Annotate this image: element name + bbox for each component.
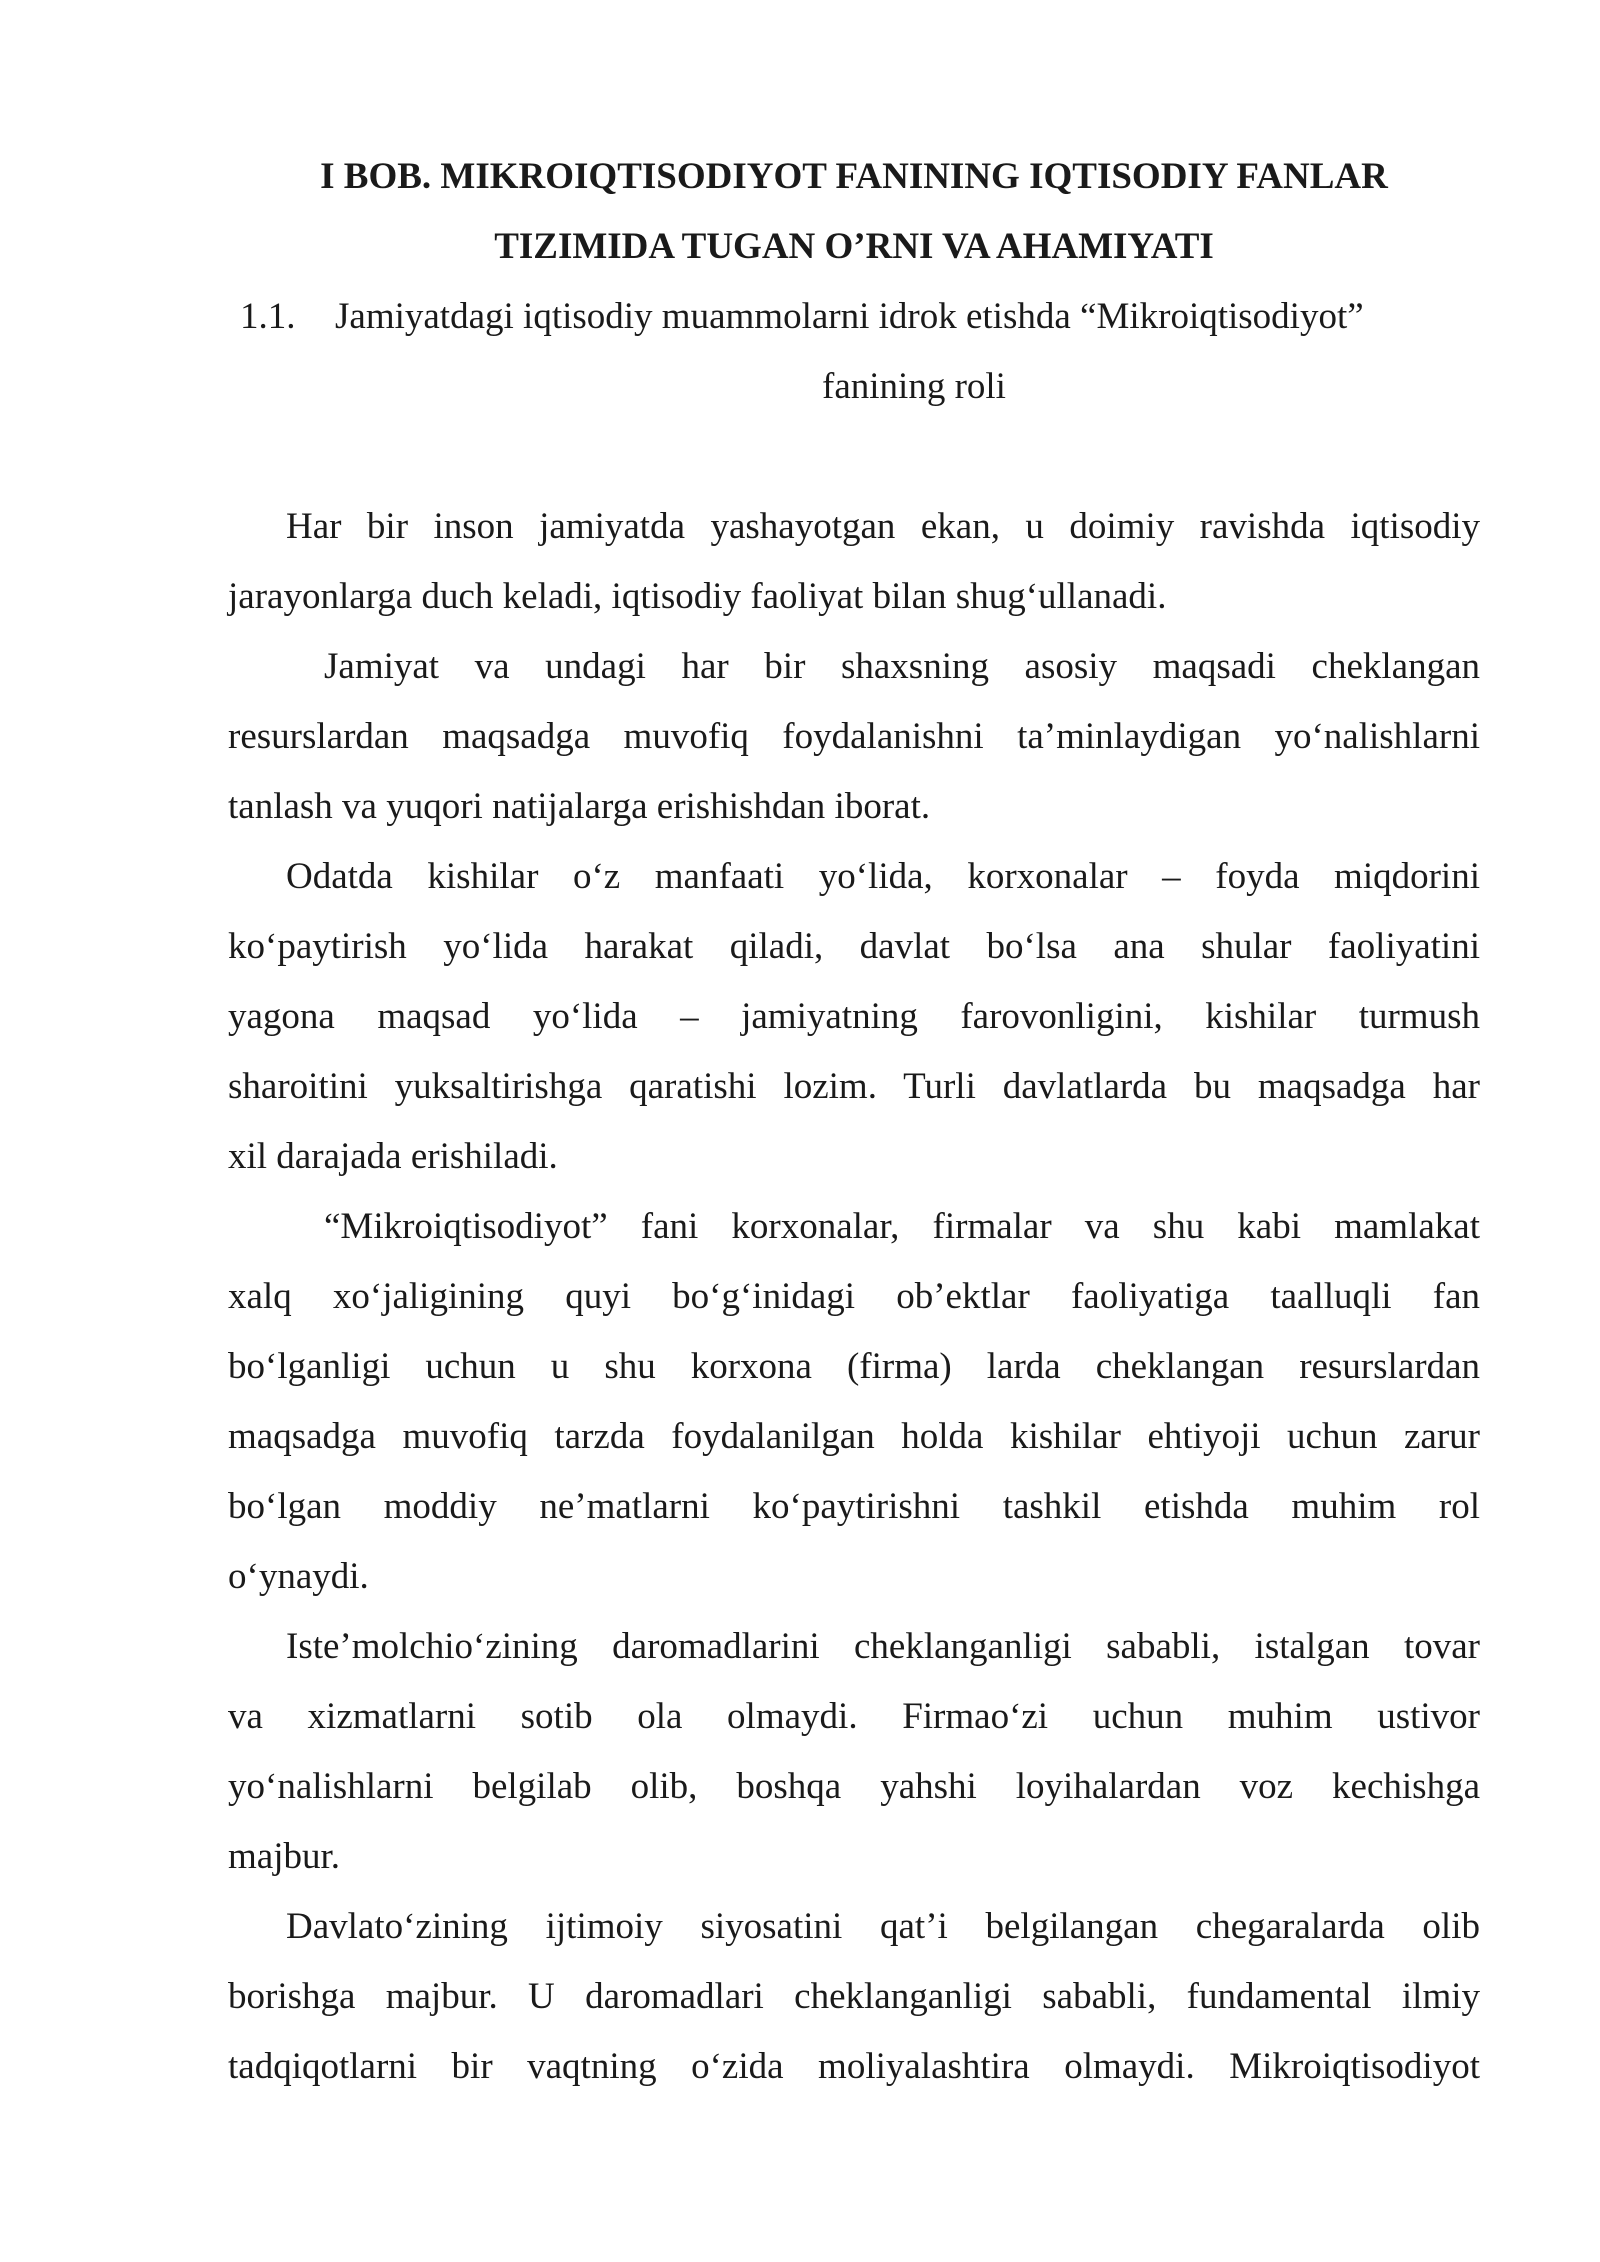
paragraph-line: o‘ynaydi. — [228, 1556, 369, 1597]
paragraph-line: maqsadga muvofiq tarzda foydalanilgan holda kishilar ehtiyoji uchun zarur — [228, 1416, 1480, 1457]
paragraph-line: va xizmatlarni sotib ola olmaydi. Firmao‘zi uchun muhim ustivor — [228, 1696, 1480, 1737]
paragraph-line: Har bir inson jamiyatda yashayotgan ekan, u doimiy ravishda iqtisodiy — [286, 506, 1480, 547]
section-heading — [228, 282, 1480, 422]
paragraph-line: Davlato‘zining ijtimoiy siyosatini qat’i belgilangan chegaralarda olib — [286, 1906, 1480, 1947]
paragraph-line: yagona maqsad yo‘lida – jamiyatning farovonligini, kishilar turmush — [228, 996, 1480, 1037]
paragraph-line: bo‘lgan moddiy ne’matlarni ko‘paytirishni tashkil etishda muhim rol — [228, 1486, 1480, 1527]
body-text — [228, 492, 1480, 2102]
chapter-heading-line-2: TIZIMIDA TUGAN O’RNI VA AHAMIYATI — [494, 226, 1214, 267]
paragraph — [228, 1612, 1480, 1892]
section-title-line-1: Jamiyatdagi iqtisodiy muammolarni idrok etishda “Mikroiqtisodiyot” — [335, 296, 1364, 337]
paragraph-line: yo‘nalishlarni belgilab olib, boshqa yahshi loyihalardan voz kechishga — [228, 1766, 1480, 1807]
paragraph-line: xalq xo‘jaligining quyi bo‘g‘inidagi ob’ektlar faoliyatiga taalluqli fan — [228, 1276, 1480, 1317]
paragraph-line: tanlash va yuqori natijalarga erishishdan iborat. — [228, 786, 931, 827]
paragraph-line: tadqiqotlarni bir vaqtning o‘zida moliyalashtira olmaydi. Mikroiqtisodiyot — [228, 2046, 1480, 2087]
paragraph — [228, 1192, 1480, 1612]
section-number: 1.1. — [240, 296, 296, 337]
paragraph — [228, 492, 1480, 632]
paragraph-line: Jamiyat va undagi har bir shaxsning asosiy maqsadi cheklangan — [324, 646, 1480, 687]
paragraph-line: borishga majbur. U daromadlari cheklanganligi sababli, fundamental ilmiy — [228, 1976, 1480, 2017]
paragraph-line: “Mikroiqtisodiyot” fani korxonalar, firmalar va shu kabi mamlakat — [324, 1206, 1480, 1247]
paragraph-line: Odatda kishilar o‘z manfaati yo‘lida, korxonalar – foyda miqdorini — [286, 856, 1480, 897]
paragraph-line: majbur. — [228, 1836, 341, 1877]
section-title-line-2: fanining roli — [822, 366, 1006, 407]
paragraph-line: sharoitini yuksaltirishga qaratishi lozim. Turli davlatlarda bu maqsadga har — [228, 1066, 1480, 1107]
paragraph-line: xil darajada erishiladi. — [228, 1136, 558, 1177]
paragraph — [228, 632, 1480, 842]
paragraph-line: Iste’molchio‘zining daromadlarini cheklanganligi sababli, istalgan tovar — [286, 1626, 1480, 1667]
paragraph-line: ko‘paytirish yo‘lida harakat qiladi, davlat bo‘lsa ana shular faoliyatini — [228, 926, 1480, 967]
paragraph — [228, 842, 1480, 1192]
chapter-heading-line-1: I BOB. MIKROIQTISODIYOT FANINING IQTISODIY FANLAR — [320, 156, 1388, 197]
paragraph-line: bo‘lganligi uchun u shu korxona (firma) larda cheklangan resurslardan — [228, 1346, 1480, 1387]
paragraph — [228, 1892, 1480, 2102]
chapter-heading — [228, 142, 1480, 282]
paragraph-line: resurslardan maqsadga muvofiq foydalanishni ta’minlaydigan yo‘nalishlarni — [228, 716, 1480, 757]
paragraph-line: jarayonlarga duch keladi, iqtisodiy faoliyat bilan shug‘ullanadi. — [228, 576, 1167, 617]
